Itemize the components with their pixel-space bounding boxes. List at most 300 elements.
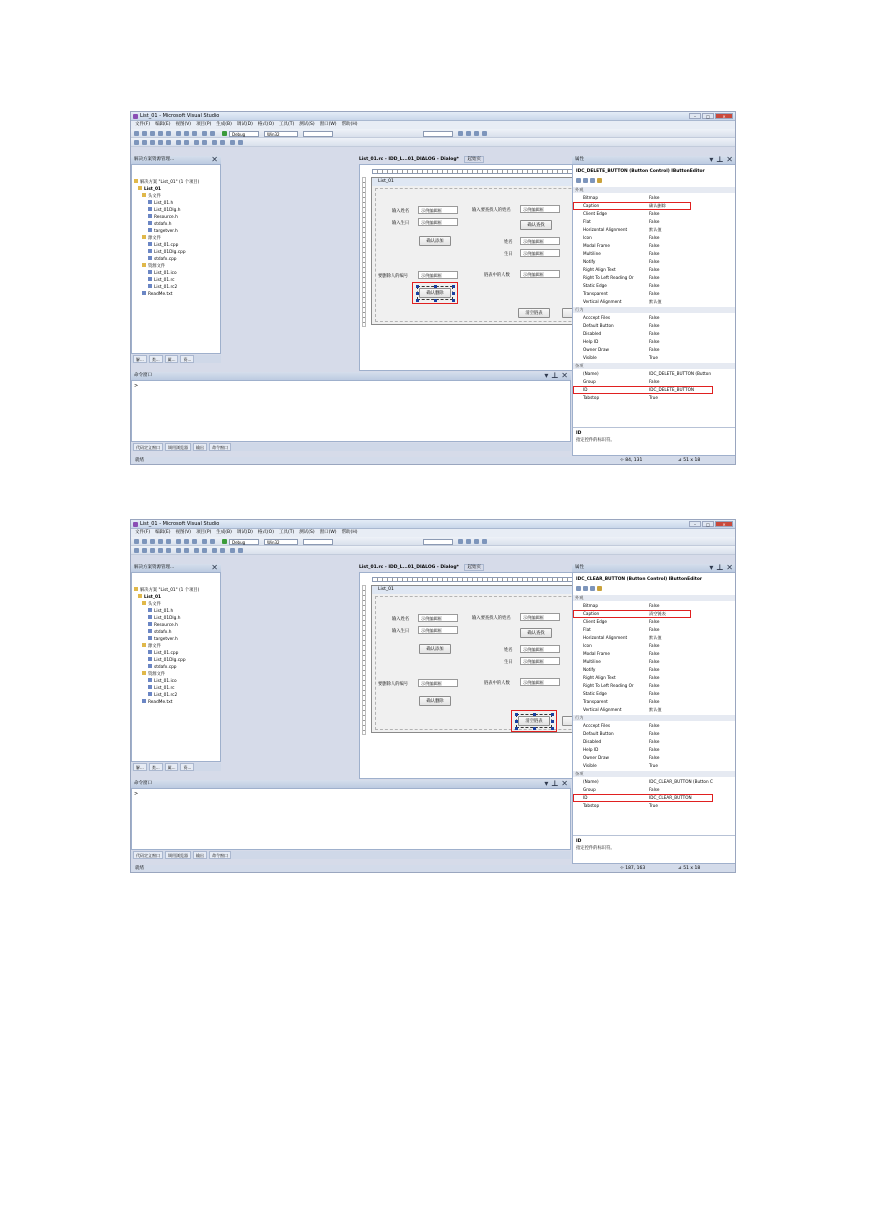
property-value[interactable]: False <box>649 755 660 760</box>
menu-item[interactable]: 帮助(H) <box>341 530 358 535</box>
property-value[interactable]: False <box>649 379 660 384</box>
tree-item[interactable] <box>148 249 186 256</box>
property-row[interactable] <box>573 379 735 385</box>
tree-item[interactable] <box>148 242 178 249</box>
find-in-files-icon[interactable] <box>458 131 463 136</box>
close-properties-icon[interactable]: ▾ ⊥ ✕ <box>709 564 733 572</box>
alphabetical-icon[interactable] <box>583 586 588 591</box>
resize-handle[interactable] <box>416 299 419 302</box>
save-all-icon[interactable] <box>166 131 171 136</box>
config-select[interactable]: Debug <box>229 539 259 545</box>
resize-handle[interactable] <box>551 720 554 723</box>
maximize-icon[interactable]: □ <box>702 113 714 119</box>
find-combo[interactable] <box>303 539 333 545</box>
tree-item[interactable] <box>148 629 171 636</box>
edit-search-name[interactable]: 示例编辑框 <box>520 205 560 213</box>
property-row[interactable] <box>573 747 735 753</box>
edit-found-name[interactable]: 示例编辑框 <box>520 645 560 653</box>
property-value[interactable]: False <box>649 347 660 352</box>
property-value[interactable]: False <box>649 291 660 296</box>
toolbox-icon[interactable] <box>482 539 487 544</box>
edit-search-name[interactable]: 示例编辑框 <box>520 613 560 621</box>
edit-list-count[interactable]: 示例编辑框 <box>520 678 560 686</box>
property-value[interactable]: False <box>649 627 660 632</box>
tree-item[interactable] <box>148 277 175 284</box>
close-command-icon[interactable]: ▾ ⊥ ✕ <box>544 372 568 380</box>
menu-item[interactable]: 文件(F) <box>135 122 151 127</box>
new-project-icon[interactable] <box>134 131 139 136</box>
menu-item[interactable]: 生成(B) <box>216 122 232 127</box>
align-left-icon[interactable] <box>142 548 147 553</box>
edit-found-birth[interactable]: 示例编辑框 <box>520 249 560 257</box>
editor-tab-active[interactable] <box>359 156 484 164</box>
resize-handle[interactable] <box>515 713 518 716</box>
space-across-icon[interactable] <box>194 140 199 145</box>
property-row[interactable] <box>573 651 735 657</box>
start-debug-icon[interactable] <box>222 539 227 544</box>
copy-icon[interactable] <box>184 539 189 544</box>
tree-item[interactable] <box>142 671 165 678</box>
resize-handle[interactable] <box>533 713 536 716</box>
property-row[interactable] <box>573 635 735 641</box>
find-in-files-icon[interactable] <box>458 539 463 544</box>
property-row[interactable] <box>573 643 735 649</box>
bottom-tab[interactable]: 输出 <box>193 851 207 859</box>
find-combo[interactable] <box>303 131 333 137</box>
close-command-icon[interactable]: ▾ ⊥ ✕ <box>544 780 568 788</box>
property-category[interactable] <box>573 595 735 601</box>
menu-item[interactable]: 编辑(E) <box>155 122 171 127</box>
confirm-search-button[interactable]: 确认查找 <box>520 220 552 230</box>
tree-item[interactable] <box>142 193 161 200</box>
property-row[interactable] <box>573 731 735 737</box>
toolbox-icon[interactable] <box>482 131 487 136</box>
toggle-grid-icon[interactable] <box>230 140 235 145</box>
properties-view-icon[interactable] <box>590 586 595 591</box>
command-window-body[interactable] <box>131 380 571 442</box>
tree-item[interactable] <box>148 622 178 629</box>
search-combo[interactable] <box>423 539 453 545</box>
property-value[interactable]: IDC_CLEAR_BUTTON (Button C <box>649 779 713 784</box>
property-category[interactable] <box>573 715 735 721</box>
redo-icon[interactable] <box>210 539 215 544</box>
menu-item[interactable]: 视图(V) <box>175 122 192 127</box>
clear-list-button[interactable]: 清空链表 <box>518 716 550 726</box>
property-category[interactable] <box>573 307 735 313</box>
close-pane-icon[interactable]: ✕ <box>211 156 218 164</box>
tree-item[interactable] <box>142 601 161 608</box>
property-row[interactable] <box>573 371 735 377</box>
solution-explorer-icon[interactable] <box>466 131 471 136</box>
test-dialog-icon[interactable] <box>134 548 139 553</box>
tree-item[interactable] <box>148 207 180 214</box>
redo-icon[interactable] <box>210 131 215 136</box>
menu-item[interactable]: 编辑(E) <box>155 530 171 535</box>
center-horizontal-icon[interactable] <box>184 140 189 145</box>
property-value[interactable]: False <box>649 331 660 336</box>
make-same-height-icon[interactable] <box>220 548 225 553</box>
space-down-icon[interactable] <box>202 140 207 145</box>
tree-item[interactable] <box>138 186 161 193</box>
tree-item[interactable] <box>148 256 177 263</box>
property-row[interactable] <box>573 219 735 225</box>
property-row[interactable] <box>573 347 735 353</box>
property-value[interactable]: False <box>649 275 660 280</box>
menu-item[interactable]: 生成(B) <box>216 530 232 535</box>
start-page-tab[interactable]: 起始页 <box>464 564 484 571</box>
property-row[interactable] <box>573 683 735 689</box>
property-value[interactable]: True <box>649 803 658 808</box>
property-row[interactable] <box>573 739 735 745</box>
property-value[interactable]: False <box>649 267 660 272</box>
menu-item[interactable]: 测试(S) <box>299 122 315 127</box>
make-same-height-icon[interactable] <box>220 140 225 145</box>
tree-item[interactable] <box>148 284 177 291</box>
make-same-width-icon[interactable] <box>212 140 217 145</box>
make-same-width-icon[interactable] <box>212 548 217 553</box>
property-value[interactable]: 默认值 <box>649 299 662 304</box>
property-category[interactable] <box>573 187 735 193</box>
start-page-tab[interactable]: 起始页 <box>464 156 484 163</box>
align-bottom-icon[interactable] <box>166 140 171 145</box>
property-row[interactable] <box>573 283 735 289</box>
space-down-icon[interactable] <box>202 548 207 553</box>
align-left-icon[interactable] <box>142 140 147 145</box>
property-value[interactable]: False <box>649 747 660 752</box>
property-row[interactable] <box>573 339 735 345</box>
resize-handle[interactable] <box>452 292 455 295</box>
align-top-icon[interactable] <box>158 140 163 145</box>
search-combo[interactable] <box>423 131 453 137</box>
cut-icon[interactable] <box>176 131 181 136</box>
tree-item[interactable] <box>148 221 171 228</box>
solution-tab[interactable]: 类... <box>149 763 163 771</box>
menu-item[interactable]: 视图(V) <box>175 530 192 535</box>
categorized-icon[interactable] <box>576 178 581 183</box>
bottom-tab[interactable]: 调用浏览器 <box>165 851 191 859</box>
clear-list-button[interactable]: 清空链表 <box>518 308 550 318</box>
property-category[interactable] <box>573 771 735 777</box>
property-row[interactable] <box>573 763 735 769</box>
paste-icon[interactable] <box>192 131 197 136</box>
property-value[interactable]: False <box>649 235 660 240</box>
properties-icon[interactable] <box>474 539 479 544</box>
property-value[interactable]: False <box>649 283 660 288</box>
property-value[interactable]: False <box>649 259 660 264</box>
bottom-tab[interactable]: 输出 <box>193 443 207 451</box>
edit-delete-number[interactable]: 示例编辑框 <box>418 679 458 687</box>
property-value[interactable]: False <box>649 731 660 736</box>
solution-tab[interactable]: 解... <box>133 763 147 771</box>
property-value[interactable]: True <box>649 395 658 400</box>
space-across-icon[interactable] <box>194 548 199 553</box>
tree-item[interactable] <box>148 270 177 277</box>
property-value[interactable]: 默认值 <box>649 707 662 712</box>
property-value[interactable]: False <box>649 651 660 656</box>
property-value[interactable]: False <box>649 787 660 792</box>
resize-handle[interactable] <box>551 713 554 716</box>
property-row[interactable] <box>573 787 735 793</box>
solution-tab[interactable]: 资... <box>180 763 194 771</box>
tree-item[interactable] <box>148 657 186 664</box>
menu-item[interactable]: 测试(S) <box>299 530 315 535</box>
property-value[interactable]: 清空链表 <box>649 611 666 616</box>
property-row[interactable] <box>573 355 735 361</box>
center-vertical-icon[interactable] <box>176 140 181 145</box>
resize-handle[interactable] <box>515 720 518 723</box>
tree-item[interactable] <box>142 263 165 270</box>
properties-object-select[interactable]: IDC_CLEAR_BUTTON (Button Control) IButtonEditor <box>576 577 703 582</box>
tree-item[interactable] <box>148 692 177 699</box>
close-pane-icon[interactable]: ✕ <box>211 564 218 572</box>
property-row[interactable] <box>573 259 735 265</box>
property-value[interactable]: False <box>649 195 660 200</box>
add-item-icon[interactable] <box>142 539 147 544</box>
toggle-grid-icon[interactable] <box>230 548 235 553</box>
menu-item[interactable]: 调试(D) <box>236 122 253 127</box>
property-value[interactable]: IDC_CLEAR_BUTTON <box>649 795 692 800</box>
property-value[interactable]: False <box>649 667 660 672</box>
menu-item[interactable]: 格式(O) <box>257 122 274 127</box>
test-dialog-icon[interactable] <box>134 140 139 145</box>
config-select[interactable]: Debug <box>229 131 259 137</box>
undo-icon[interactable] <box>202 539 207 544</box>
property-row[interactable] <box>573 251 735 257</box>
open-icon[interactable] <box>150 539 155 544</box>
resize-handle[interactable] <box>515 727 518 730</box>
property-row[interactable] <box>573 675 735 681</box>
tree-item[interactable] <box>134 179 199 186</box>
property-row[interactable] <box>573 227 735 233</box>
property-row[interactable] <box>573 619 735 625</box>
close-icon[interactable]: ✕ <box>715 113 733 119</box>
property-value[interactable]: False <box>649 211 660 216</box>
property-value[interactable]: False <box>649 251 660 256</box>
property-value[interactable]: False <box>649 683 660 688</box>
tree-item[interactable] <box>148 228 178 235</box>
tree-item[interactable] <box>148 214 178 221</box>
bottom-tab[interactable]: 命令窗口 <box>209 851 231 859</box>
tree-item[interactable] <box>148 615 180 622</box>
property-value[interactable]: False <box>649 243 660 248</box>
property-value[interactable]: False <box>649 723 660 728</box>
solution-explorer-icon[interactable] <box>466 539 471 544</box>
property-row[interactable] <box>573 691 735 697</box>
menu-item[interactable]: 文件(F) <box>135 530 151 535</box>
solution-tab[interactable]: 属... <box>165 355 179 363</box>
save-icon[interactable] <box>158 539 163 544</box>
align-right-icon[interactable] <box>150 140 155 145</box>
property-value[interactable]: False <box>649 691 660 696</box>
edit-birth[interactable]: 示例编辑框 <box>418 626 458 634</box>
maximize-icon[interactable]: □ <box>702 521 714 527</box>
resize-handle[interactable] <box>416 285 419 288</box>
property-row[interactable] <box>573 779 735 785</box>
property-row[interactable] <box>573 699 735 705</box>
alphabetical-icon[interactable] <box>583 178 588 183</box>
property-value[interactable]: 确认删除 <box>649 203 666 208</box>
editor-tab-active[interactable] <box>359 564 484 572</box>
property-value[interactable]: False <box>649 643 660 648</box>
property-row[interactable] <box>573 331 735 337</box>
property-row[interactable] <box>573 315 735 321</box>
solution-tab[interactable]: 资... <box>180 355 194 363</box>
resize-handle[interactable] <box>551 727 554 730</box>
property-row[interactable] <box>573 603 735 609</box>
tree-item[interactable] <box>134 587 199 594</box>
paste-icon[interactable] <box>192 539 197 544</box>
minimize-icon[interactable]: – <box>689 521 701 527</box>
property-row[interactable] <box>573 395 735 401</box>
tree-item[interactable] <box>148 608 173 615</box>
tree-item[interactable] <box>142 643 161 650</box>
menu-item[interactable]: 窗口(W) <box>319 530 337 535</box>
tree-item[interactable] <box>138 594 161 601</box>
minimize-icon[interactable]: – <box>689 113 701 119</box>
property-row[interactable] <box>573 267 735 273</box>
menu-item[interactable]: 工具(T) <box>278 122 295 127</box>
bottom-tab[interactable]: 代码定义窗口 <box>133 443 163 451</box>
property-value[interactable]: IDC_DELETE_BUTTON <box>649 387 695 392</box>
property-value[interactable]: True <box>649 355 658 360</box>
property-row[interactable] <box>573 195 735 201</box>
property-value[interactable]: False <box>649 675 660 680</box>
edit-name[interactable]: 示例编辑框 <box>418 206 458 214</box>
property-value[interactable]: False <box>649 699 660 704</box>
resize-handle[interactable] <box>434 299 437 302</box>
center-horizontal-icon[interactable] <box>184 548 189 553</box>
confirm-delete-button[interactable]: 确认删除 <box>419 288 451 298</box>
resize-handle[interactable] <box>434 285 437 288</box>
start-debug-icon[interactable] <box>222 131 227 136</box>
platform-select[interactable]: Win32 <box>264 131 298 137</box>
edit-name[interactable]: 示例编辑框 <box>418 614 458 622</box>
property-row[interactable] <box>573 211 735 217</box>
edit-found-birth[interactable]: 示例编辑框 <box>520 657 560 665</box>
property-row[interactable] <box>573 291 735 297</box>
property-value[interactable]: False <box>649 219 660 224</box>
toggle-guides-icon[interactable] <box>238 548 243 553</box>
toggle-guides-icon[interactable] <box>238 140 243 145</box>
property-row[interactable] <box>573 659 735 665</box>
menu-item[interactable]: 项目(P) <box>196 530 212 535</box>
property-row[interactable] <box>573 723 735 729</box>
menu-item[interactable]: 调试(D) <box>236 530 253 535</box>
property-value[interactable]: False <box>649 659 660 664</box>
edit-birth[interactable]: 示例编辑框 <box>418 218 458 226</box>
bottom-tab[interactable]: 调用浏览器 <box>165 443 191 451</box>
close-properties-icon[interactable]: ▾ ⊥ ✕ <box>709 156 733 164</box>
property-value[interactable]: IDC_DELETE_BUTTON (Button <box>649 371 712 376</box>
resize-handle[interactable] <box>533 727 536 730</box>
menu-item[interactable]: 格式(O) <box>257 530 274 535</box>
close-icon[interactable]: ✕ <box>715 521 733 527</box>
property-value[interactable]: False <box>649 339 660 344</box>
platform-select[interactable]: Win32 <box>264 539 298 545</box>
tree-item[interactable] <box>142 235 161 242</box>
events-icon[interactable] <box>597 178 602 183</box>
properties-icon[interactable] <box>474 131 479 136</box>
property-row[interactable] <box>573 803 735 809</box>
resize-handle[interactable] <box>452 299 455 302</box>
resize-handle[interactable] <box>416 292 419 295</box>
confirm-add-button[interactable]: 确认添加 <box>419 236 451 246</box>
categorized-icon[interactable] <box>576 586 581 591</box>
tree-item[interactable] <box>148 200 173 207</box>
edit-found-name[interactable]: 示例编辑框 <box>520 237 560 245</box>
menu-item[interactable]: 帮助(H) <box>341 122 358 127</box>
property-row[interactable] <box>573 299 735 305</box>
command-window-body[interactable] <box>131 788 571 850</box>
solution-tab[interactable]: 属... <box>165 763 179 771</box>
property-row[interactable] <box>573 755 735 761</box>
property-row[interactable] <box>573 667 735 673</box>
save-all-icon[interactable] <box>166 539 171 544</box>
confirm-delete-button[interactable]: 确认删除 <box>419 696 451 706</box>
solution-tab[interactable]: 解... <box>133 355 147 363</box>
bottom-tab[interactable]: 代码定义窗口 <box>133 851 163 859</box>
property-row[interactable] <box>573 627 735 633</box>
align-top-icon[interactable] <box>158 548 163 553</box>
align-right-icon[interactable] <box>150 548 155 553</box>
property-value[interactable]: False <box>649 603 660 608</box>
edit-delete-number[interactable]: 示例编辑框 <box>418 271 458 279</box>
new-project-icon[interactable] <box>134 539 139 544</box>
align-bottom-icon[interactable] <box>166 548 171 553</box>
property-row[interactable] <box>573 275 735 281</box>
property-row[interactable] <box>573 323 735 329</box>
property-value[interactable]: True <box>649 763 658 768</box>
property-value[interactable]: False <box>649 619 660 624</box>
property-category[interactable] <box>573 363 735 369</box>
undo-icon[interactable] <box>202 131 207 136</box>
confirm-search-button[interactable]: 确认查找 <box>520 628 552 638</box>
copy-icon[interactable] <box>184 131 189 136</box>
events-icon[interactable] <box>597 586 602 591</box>
add-item-icon[interactable] <box>142 131 147 136</box>
bottom-tab[interactable]: 命令窗口 <box>209 443 231 451</box>
open-icon[interactable] <box>150 131 155 136</box>
tree-item[interactable] <box>142 291 172 298</box>
properties-view-icon[interactable] <box>590 178 595 183</box>
property-row[interactable] <box>573 235 735 241</box>
menu-item[interactable]: 项目(P) <box>196 122 212 127</box>
resize-handle[interactable] <box>452 285 455 288</box>
property-value[interactable]: False <box>649 315 660 320</box>
menu-item[interactable]: 工具(T) <box>278 530 295 535</box>
property-value[interactable]: False <box>649 323 660 328</box>
tree-item[interactable] <box>148 650 178 657</box>
property-row[interactable] <box>573 707 735 713</box>
tree-item[interactable] <box>148 636 178 643</box>
solution-tab[interactable]: 类... <box>149 355 163 363</box>
save-icon[interactable] <box>158 131 163 136</box>
property-value[interactable]: 默认值 <box>649 227 662 232</box>
confirm-add-button[interactable]: 确认添加 <box>419 644 451 654</box>
center-vertical-icon[interactable] <box>176 548 181 553</box>
tree-item[interactable] <box>148 664 177 671</box>
property-row[interactable] <box>573 243 735 249</box>
property-value[interactable]: False <box>649 739 660 744</box>
property-value[interactable]: 默认值 <box>649 635 662 640</box>
properties-object-select[interactable]: IDC_DELETE_BUTTON (Button Control) IButtonEditor <box>576 169 705 174</box>
tree-item[interactable] <box>148 678 177 685</box>
cut-icon[interactable] <box>176 539 181 544</box>
tree-item[interactable] <box>148 685 175 692</box>
menu-item[interactable]: 窗口(W) <box>319 122 337 127</box>
tree-item[interactable] <box>142 699 172 706</box>
edit-list-count[interactable]: 示例编辑框 <box>520 270 560 278</box>
